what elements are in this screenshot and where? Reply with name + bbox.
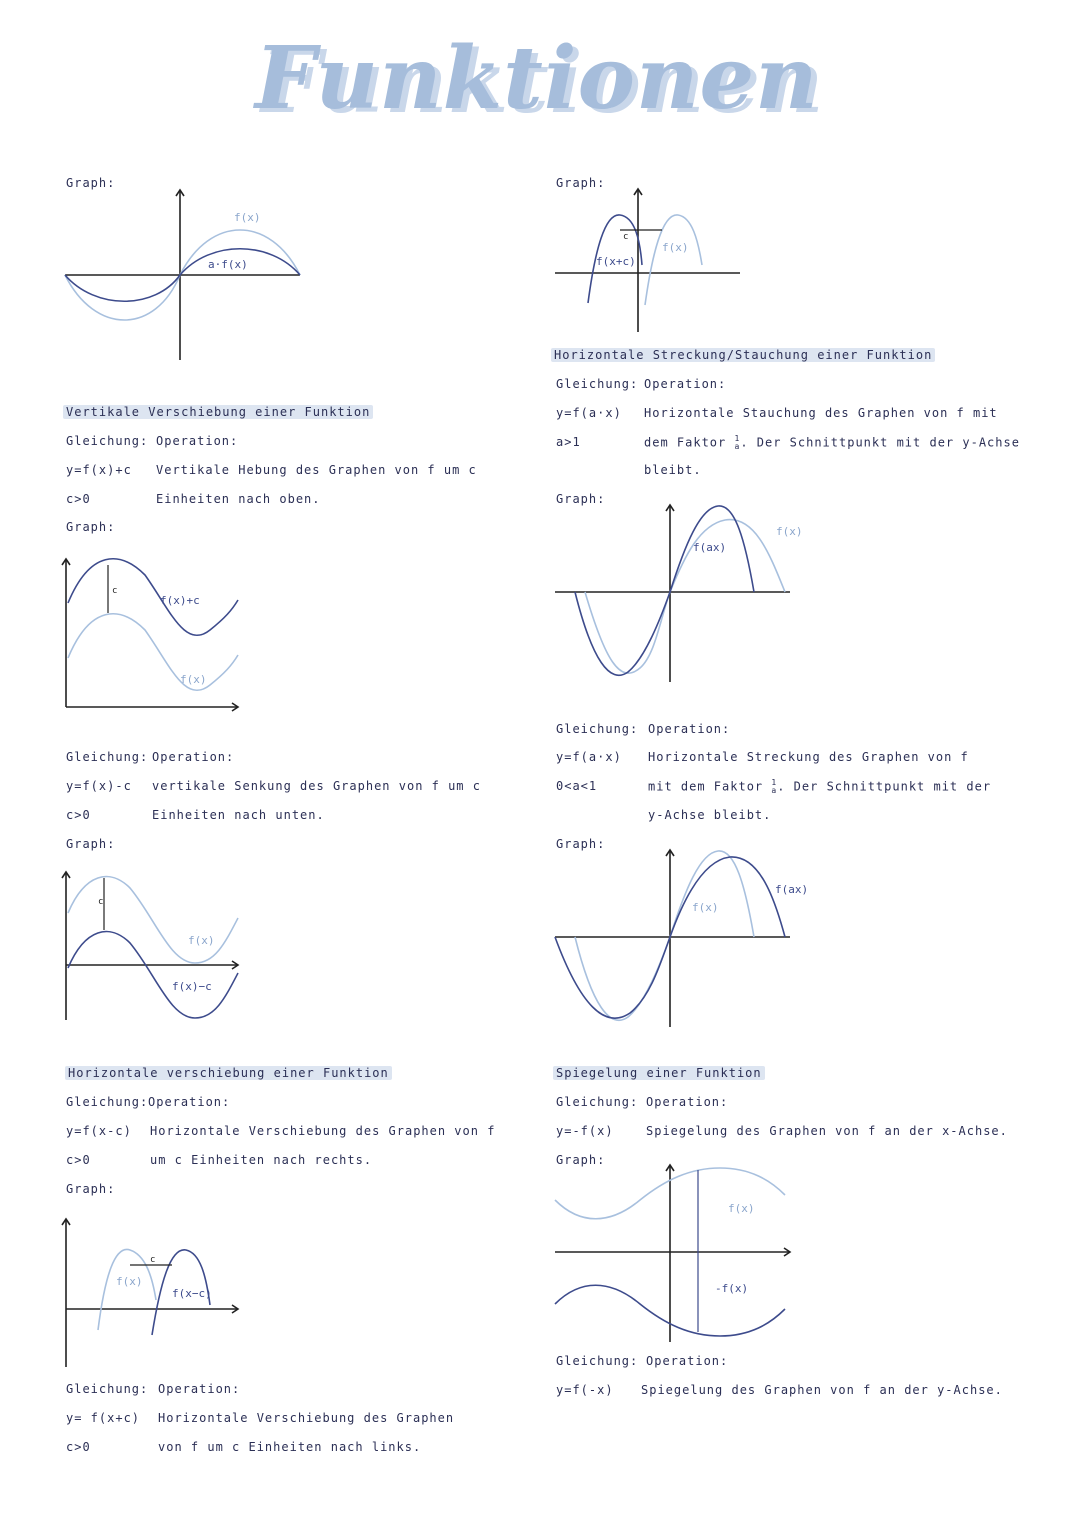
- equation-label: Gleichung:: [66, 434, 149, 448]
- fraction-denominator: a: [734, 442, 741, 451]
- operation-text: um c Einheiten nach rechts.: [150, 1153, 373, 1167]
- curve-f: [585, 520, 785, 674]
- operation-text-part: . Der Schnittpunkt mit der y-Achse: [740, 435, 1020, 450]
- operation-text: y-Achse bleibt.: [648, 808, 772, 822]
- label-c: c: [623, 232, 629, 242]
- operation-text: vertikale Senkung des Graphen von f um c: [152, 779, 481, 793]
- curve-f: [645, 215, 702, 305]
- label-f-plus-c: f(x)+c: [160, 594, 200, 607]
- operation-label: Operation:: [646, 1354, 729, 1368]
- operation-label: Operation:: [148, 1095, 231, 1109]
- equation: y=f(a·x): [556, 750, 622, 764]
- equation: y=f(-x): [556, 1383, 614, 1397]
- label-f: f(x): [180, 673, 207, 686]
- label-f: f(x): [116, 1275, 143, 1288]
- equation: y=f(x)-c: [66, 779, 132, 793]
- operation-text: [648, 779, 991, 795]
- equation-label: Gleichung:: [556, 722, 639, 736]
- label-f: f(x): [662, 241, 689, 254]
- label-c: c: [98, 897, 104, 907]
- graph-horizontal-squeeze: [550, 500, 803, 685]
- fraction-numerator: 1: [771, 778, 778, 787]
- equation: y=f(x)+c: [66, 463, 132, 477]
- equation-label: Gleichung:: [66, 750, 149, 764]
- label-f-plus-c: f(x+c): [596, 255, 636, 268]
- curve-f-ax: [575, 506, 754, 675]
- label-c: c: [150, 1255, 156, 1265]
- operation-text-part: mit dem Faktor: [648, 779, 764, 794]
- label-f-minus-c: f(x)−c: [172, 980, 212, 993]
- label-f: f(x): [692, 901, 719, 914]
- condition: c>0: [66, 492, 91, 506]
- equation: y=f(x-c): [66, 1124, 132, 1138]
- condition: c>0: [66, 1440, 91, 1454]
- curve-f-plus-c: [68, 559, 238, 636]
- operation-text-part: . Der Schnittpunkt mit der: [777, 779, 992, 794]
- graph-vertical-stretch: [60, 185, 310, 365]
- equation-label: Gleichung:: [556, 377, 639, 391]
- graph-label: Graph:: [556, 492, 606, 506]
- heading-vertical-shift: Vertikale Verschiebung einer Funktion: [63, 405, 373, 419]
- graph-label: Graph:: [556, 1153, 606, 1167]
- graph-label: Graph:: [556, 176, 606, 190]
- label-minus-f: -f(x): [715, 1282, 749, 1295]
- label-f-ax: f(ax): [693, 541, 727, 554]
- graph-shift-down: [60, 868, 250, 1028]
- curve-f: [68, 877, 238, 963]
- operation-text: Vertikale Hebung des Graphen von f um c: [156, 463, 477, 477]
- graph-label: Graph:: [66, 520, 116, 534]
- equation: y= f(x+c): [66, 1411, 141, 1425]
- operation-label: Operation:: [158, 1382, 241, 1396]
- graph-label: Graph:: [556, 837, 606, 851]
- operation-text: von f um c Einheiten nach links.: [158, 1440, 422, 1454]
- condition: a>1: [556, 435, 581, 449]
- operation-text: bleibt.: [644, 463, 702, 477]
- operation-text: Einheiten nach oben.: [156, 492, 321, 506]
- label-f: f(x): [776, 525, 803, 538]
- operation-label: Operation:: [644, 377, 727, 391]
- page-title-text: Funktionen: [255, 28, 819, 129]
- operation-text-part: dem Faktor: [644, 435, 727, 450]
- label-f-minus-c: f(x−c): [172, 1287, 212, 1300]
- graph-mirror-x: [550, 1160, 800, 1345]
- operation-text: Horizontale Verschiebung des Graphen: [158, 1411, 455, 1425]
- equation-label: Gleichung:: [66, 1095, 149, 1109]
- label-c: c: [112, 586, 118, 596]
- condition: 0<a<1: [556, 779, 598, 793]
- label-f: f(x): [234, 211, 261, 224]
- operation-text: [644, 435, 1020, 451]
- page-title: [255, 28, 819, 148]
- operation-text: Horizontale Verschiebung des Graphen von f: [150, 1124, 496, 1138]
- graph-label: Graph:: [66, 176, 116, 190]
- fraction-numerator: 1: [734, 434, 741, 443]
- graph-label: Graph:: [66, 1182, 116, 1196]
- operation-label: Operation:: [156, 434, 239, 448]
- equation: y=-f(x): [556, 1124, 614, 1138]
- condition: c>0: [66, 808, 91, 822]
- condition: c>0: [66, 1153, 91, 1167]
- label-f: f(x): [728, 1202, 755, 1215]
- label-af: a·f(x): [208, 258, 248, 271]
- operation-text: Spiegelung des Graphen von f an der y-Achse.: [641, 1383, 1003, 1397]
- heading-horizontal-stretch: Horizontale Streckung/Stauchung einer Funktion: [551, 348, 935, 362]
- equation-label: Gleichung:: [66, 1382, 149, 1396]
- curve-f: [98, 1249, 156, 1330]
- operation-text: Horizontale Streckung des Graphen von f: [648, 750, 969, 764]
- label-f-ax: f(ax): [775, 883, 809, 896]
- operation-text: Einheiten nach unten.: [152, 808, 325, 822]
- equation: y=f(a·x): [556, 406, 622, 420]
- heading-mirror: Spiegelung einer Funktion: [553, 1066, 765, 1080]
- heading-horizontal-shift: Horizontale verschiebung einer Funktion: [65, 1066, 392, 1080]
- fraction-denominator: a: [771, 786, 778, 795]
- equation-label: Gleichung:: [556, 1354, 639, 1368]
- equation-label: Gleichung:: [556, 1095, 639, 1109]
- operation-label: Operation:: [152, 750, 235, 764]
- operation-label: Operation:: [646, 1095, 729, 1109]
- graph-shift-up: [60, 555, 250, 715]
- operation-text: Horizontale Stauchung des Graphen von f mit: [644, 406, 998, 420]
- graph-shift-right: [60, 1215, 250, 1370]
- curve-f: [575, 851, 754, 1020]
- graph-label: Graph:: [66, 837, 116, 851]
- graph-shift-left: [550, 185, 750, 335]
- operation-text: Spiegelung des Graphen von f an der x-Achse.: [646, 1124, 1008, 1138]
- operation-label: Operation:: [648, 722, 731, 736]
- label-f: f(x): [188, 934, 215, 947]
- curve-f: [68, 614, 238, 691]
- graph-horizontal-stretch: [550, 845, 809, 1030]
